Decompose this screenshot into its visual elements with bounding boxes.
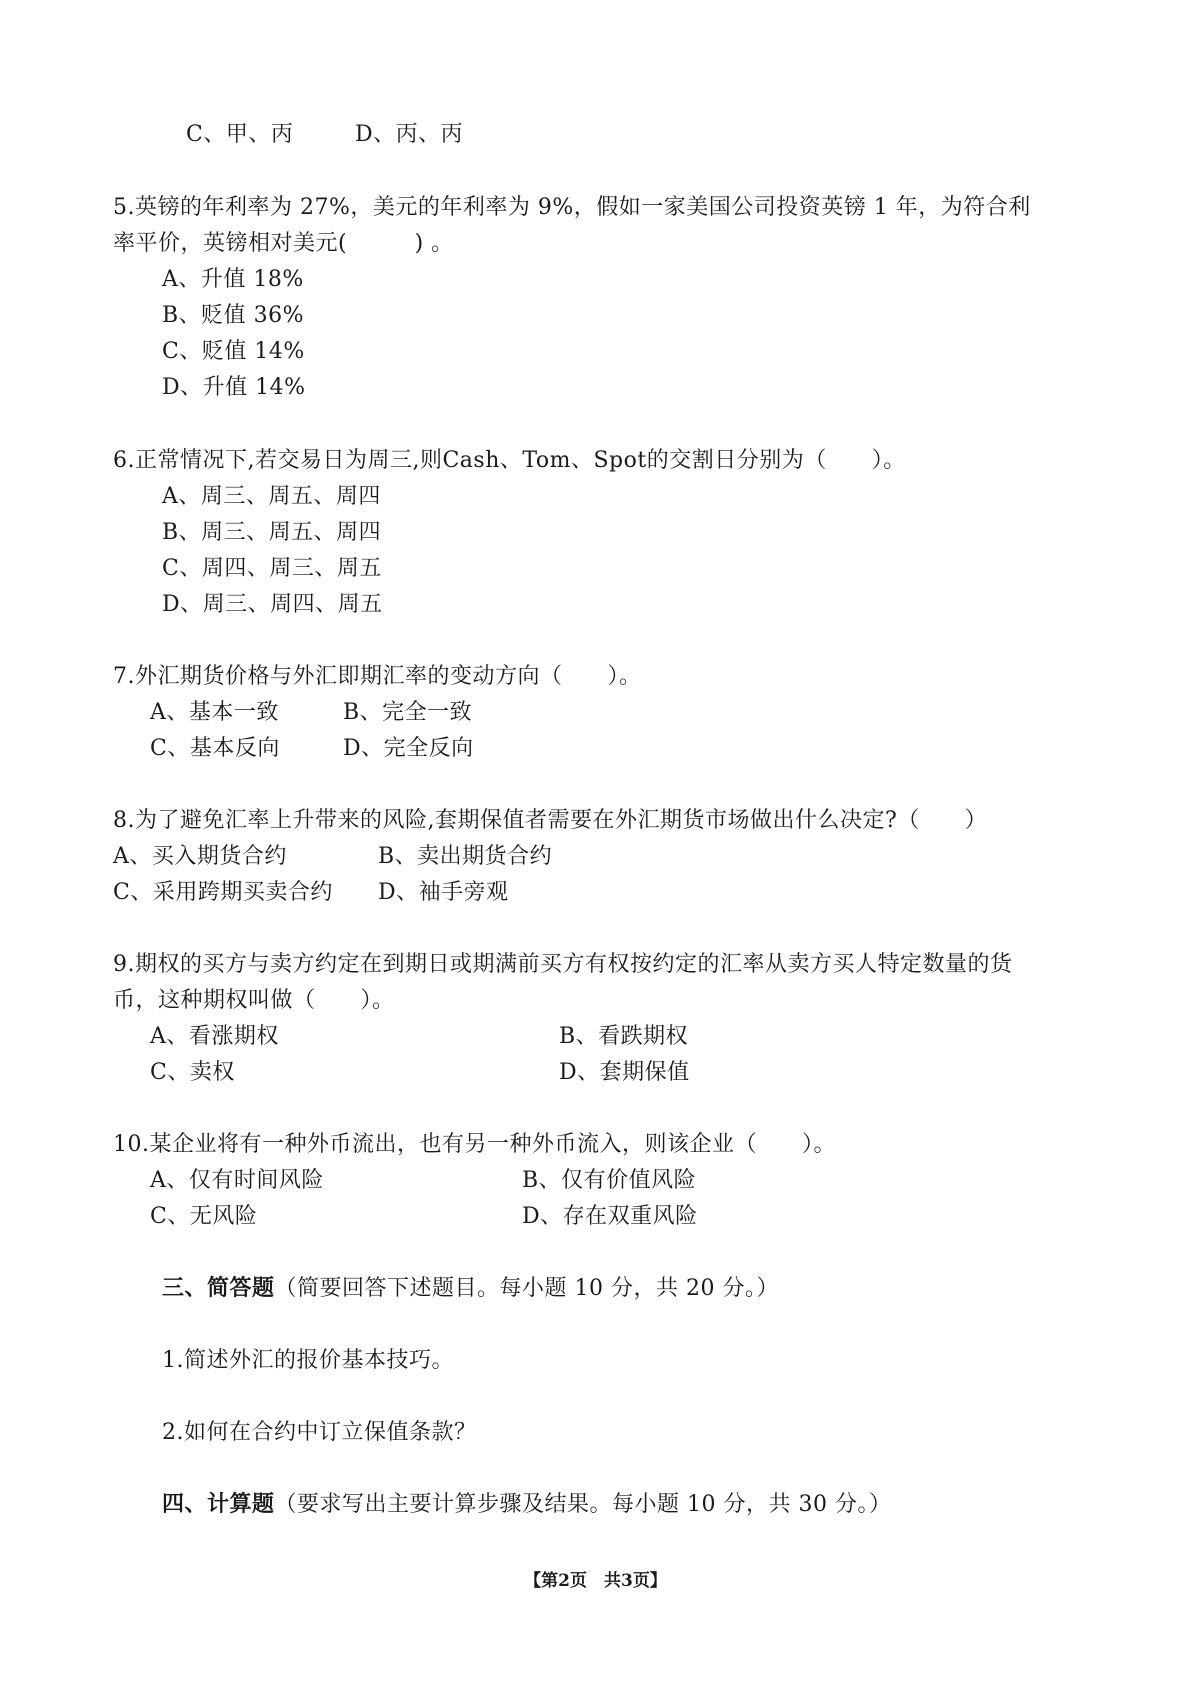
section-3-title: 三、简答题 xyxy=(162,1276,275,1301)
q5-option-a: A、升值 18% xyxy=(162,267,304,292)
q10-option-d: D、存在双重风险 xyxy=(522,1204,698,1229)
section-4-note: （要求写出主要计算步骤及结果。每小题 10 分，共 30 分。） xyxy=(274,1492,892,1517)
q7-option-a: A、基本一致 xyxy=(150,700,279,725)
q9-stem-line1: 9.期权的买方与卖方约定在到期日或期满前买方有权按约定的汇率从卖方买人特定数量的货 xyxy=(113,952,1013,977)
short-answer-2: 2.如何在合约中订立保值条款？ xyxy=(162,1420,477,1445)
section-4-heading xyxy=(162,1490,891,1520)
q10-option-b: B、仅有价值风险 xyxy=(522,1168,697,1193)
q8-stem: 8.为了避免汇率上升带来的风险,套期保值者需要在外汇期货市场做出什么决定?（ ） xyxy=(113,808,988,833)
q5-option-d: D、升值 14% xyxy=(162,375,306,400)
q5-stem-line1: 5.英镑的年利率为 27%，美元的年利率为 9%，假如一家美国公司投资英镑 1 年，为符合利 xyxy=(113,195,1031,220)
section-3-heading xyxy=(162,1274,779,1304)
q6-option-b: B、周三、周五、周四 xyxy=(162,520,382,545)
section-3-note: （简要回答下述题目。每小题 10 分，共 20 分。） xyxy=(274,1276,779,1301)
q9-stem-line2: 币，这种期权叫做（ ）。 xyxy=(113,988,395,1013)
q10-stem: 10.某企业将有一种外币流出，也有另一种外币流入，则该企业（ ）。 xyxy=(113,1132,836,1157)
q8-option-c: C、采用跨期买卖合约 xyxy=(113,880,333,905)
q5-stem-line2: 率平价，英镑相对美元( ) 。 xyxy=(113,231,454,256)
q8-option-a: A、买入期货合约 xyxy=(113,844,287,869)
section-4-title: 四、计算题 xyxy=(162,1492,275,1517)
short-answer-1: 1.简述外汇的报价基本技巧。 xyxy=(162,1348,454,1373)
q5-option-b: B、贬值 36% xyxy=(162,303,305,328)
q7-stem: 7.外汇期货价格与外汇即期汇率的变动方向（ ）。 xyxy=(113,664,642,689)
q6-option-d: D、周三、周四、周五 xyxy=(162,592,383,617)
page-footer: 【第2页 共3页】 xyxy=(524,1571,667,1591)
q9-option-d: D、套期保值 xyxy=(559,1060,690,1085)
q7-option-b: B、完全一致 xyxy=(343,700,473,725)
q10-option-a: A、仅有时间风险 xyxy=(150,1168,324,1193)
q5-option-c: C、贬值 14% xyxy=(162,339,305,364)
q4-option-d: D、丙、丙 xyxy=(355,122,464,147)
q4-option-c: C、甲、丙 xyxy=(186,122,294,147)
q7-option-d: D、完全反向 xyxy=(343,736,474,761)
q8-option-b: B、卖出期货合约 xyxy=(378,844,553,869)
q10-option-c: C、无风险 xyxy=(150,1204,258,1229)
q9-option-b: B、看跌期权 xyxy=(559,1024,689,1049)
q6-option-c: C、周四、周三、周五 xyxy=(162,556,382,581)
q7-option-c: C、基本反向 xyxy=(150,736,280,761)
q6-stem: 6.正常情况下,若交易日为周三,则Cash、Tom、Spot的交割日分别为（ ）。 xyxy=(113,448,906,473)
q6-option-a: A、周三、周五、周四 xyxy=(162,484,381,509)
q9-option-a: A、看涨期权 xyxy=(150,1024,279,1049)
q8-option-d: D、袖手旁观 xyxy=(378,880,509,905)
q9-option-c: C、卖权 xyxy=(150,1060,235,1085)
